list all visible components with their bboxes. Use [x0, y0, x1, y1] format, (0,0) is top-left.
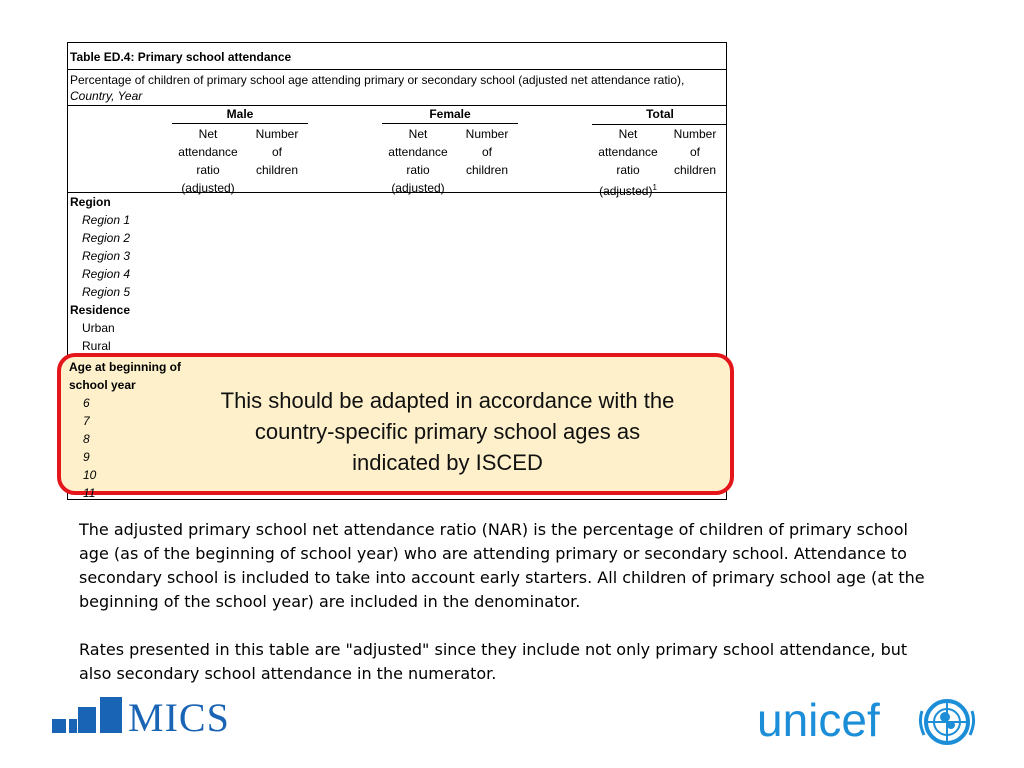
nar-line: attendance — [178, 145, 238, 159]
nar-line: (adjusted) — [181, 181, 235, 195]
num-line: Number — [465, 127, 509, 141]
callout-note — [180, 385, 715, 478]
male-nar-header — [172, 125, 244, 197]
total-nar-header — [590, 125, 666, 200]
nar-line: Net — [618, 127, 638, 141]
mics-bars-icon — [50, 695, 130, 740]
age-heading-line: school year — [69, 378, 136, 392]
description-text: Percentage of children of primary school age attending primary or secondary school (adjusted net attendance ratio), — [70, 73, 685, 87]
country-year: Country, Year — [70, 89, 143, 103]
region-row: Region 1 — [82, 213, 131, 227]
female-number-header — [456, 125, 518, 179]
region-row: Region 5 — [82, 285, 131, 299]
residence-row: Urban — [82, 321, 115, 335]
num-line: Number — [255, 127, 299, 141]
age-row: 11 — [83, 486, 96, 500]
group-header-total: Total — [646, 107, 674, 121]
nar-definition-paragraph — [79, 518, 939, 614]
mics-logo-text: MICS — [128, 695, 230, 740]
callout-line: indicated by ISCED — [352, 450, 543, 475]
nar-line: ratio — [406, 163, 430, 177]
nar-line: attendance — [388, 145, 448, 159]
paragraph-line: Rates presented in this table are "adjusted" since they include not only primary school attendance, but — [79, 640, 908, 659]
unicef-emblem-icon — [918, 697, 976, 747]
paragraph-line: secondary school is included to take into account early starters. All children of primary school age (at the — [79, 568, 925, 587]
age-row: 7 — [83, 414, 90, 428]
adjusted-rates-paragraph — [79, 638, 939, 686]
age-heading-line: Age at beginning of — [69, 360, 181, 374]
paragraph-line: also secondary school attendance in the numerator. — [79, 664, 497, 683]
age-row: 8 — [83, 432, 90, 446]
callout-line: This should be adapted in accordance with the — [220, 388, 675, 413]
num-line: Number — [673, 127, 717, 141]
nar-line: ratio — [196, 163, 220, 177]
footnote-marker: 1 — [652, 183, 657, 192]
header-divider — [68, 105, 726, 106]
nar-line: (adjusted) — [599, 184, 653, 198]
residence-row: Rural — [82, 339, 111, 353]
nar-line: (adjusted) — [391, 181, 445, 195]
age-heading — [69, 358, 181, 394]
region-heading: Region — [70, 195, 111, 209]
paragraph-line: beginning of the school year) are included in the denominator. — [79, 592, 581, 611]
num-line: of — [689, 145, 700, 159]
num-line: children — [255, 163, 299, 177]
age-row: 9 — [83, 450, 90, 464]
num-line: of — [271, 145, 282, 159]
num-line: of — [481, 145, 492, 159]
nar-line: attendance — [598, 145, 658, 159]
group-header-male: Male — [172, 107, 308, 124]
nar-line: Net — [198, 127, 218, 141]
callout-line: country-specific primary school ages as — [254, 419, 641, 444]
nar-line: Net — [408, 127, 428, 141]
header-bottom-border — [68, 192, 726, 193]
residence-heading: Residence — [70, 303, 131, 317]
group-header-female: Female — [382, 107, 518, 124]
age-row: 6 — [83, 396, 90, 410]
region-row: Region 4 — [82, 267, 131, 281]
paragraph-line: The adjusted primary school net attendance ratio (NAR) is the percentage of children of primary school — [79, 520, 908, 539]
region-row: Region 2 — [82, 231, 131, 245]
table-title: Table ED.4: Primary school attendance — [68, 43, 726, 70]
age-row: 10 — [83, 468, 97, 482]
num-line: children — [465, 163, 509, 177]
nar-line: ratio — [616, 163, 640, 177]
region-row: Region 3 — [82, 249, 131, 263]
paragraph-line: age (as of the beginning of school year) who are attending primary or secondary school. Attendance to — [79, 544, 907, 563]
male-number-header — [246, 125, 308, 179]
female-nar-header — [382, 125, 454, 197]
total-number-header — [664, 125, 726, 179]
num-line: children — [673, 163, 717, 177]
unicef-logo-text: unicef — [757, 694, 880, 746]
